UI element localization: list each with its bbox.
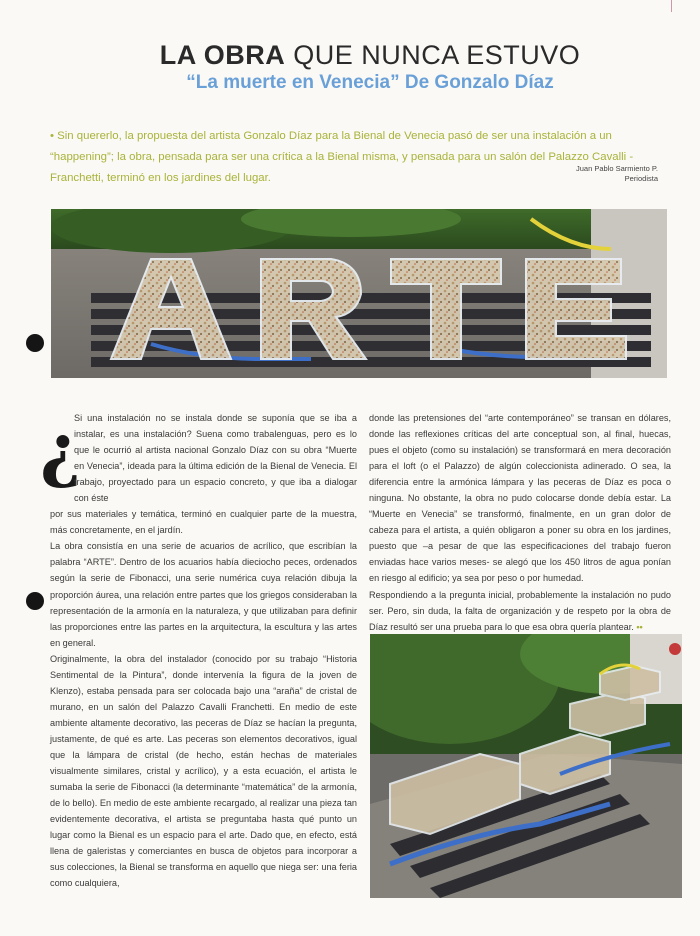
col2-paragraph-1: donde las pretensiones del “arte contemporáneo” se transan en dólares, donde las reflexiones críticas del arte conceptual son, al final, huecas, pues el objeto (como su instalación) se transformará en mera decoración para el loft (o el Palazzo) de algún coleccionista adinerado. O sea, la diferencia entre la armónica lámpara y las peceras de Díaz es poca o ninguna. No obstante, la obra no pudo colocarse donde debía estar. La “Muerte en Venecia” se transformó, finalmente, en un gran dolor de cabeza para el artista, a quién obligaron a poner su obra en los jardines, puesto que –a pesar de que las especificaciones del trabajo fueron enviadas hace varios meses- se alegó que los 450 litros de agua ponían en riesgo al edificio; ya sea por peso o por humedad. — [369, 413, 671, 584]
title-rest: QUE NUNCA ESTUVO — [293, 40, 581, 70]
binder-hole-bottom — [26, 592, 44, 610]
col1-paragraph-1-rest: por sus materiales y temática, terminó en cualquier parte de la muestra, más concretamente, en el jardín. — [50, 509, 357, 536]
col2-paragraph-2-text: Respondiendo a la pregunta inicial, probablemente la instalación no pudo ser. Pero, sin duda, la falta de organización y de respeto por la obra de Díaz resultó ser una prueba para lo que esa obra quería plantear. — [369, 589, 671, 632]
arte-photo-illustration — [51, 209, 667, 378]
binder-hole-top — [26, 334, 44, 352]
byline-role: Periodista — [624, 174, 658, 183]
arte-installation-photo — [51, 209, 667, 378]
article-column-1 — [50, 410, 357, 891]
page-corner-mark — [663, 0, 672, 12]
garden-installation-photo — [370, 634, 682, 898]
col2-paragraph-2 — [369, 587, 671, 635]
col1-paragraph-1: Si una instalación no se instala donde se suponía que se iba a instalar, es una instalación? Suena como trabalenguas, pero es lo que le ocurrió al artista nacional Gonzalo Díaz con su obra “Muerte en Venecia”, ideada para la última edición de la Bienal de Venecia. El trabajo, proyectado para un espacio concreto, y que iba a dialogar con éste — [74, 413, 357, 504]
byline — [576, 164, 658, 184]
byline-author: Juan Pablo Sarmiento P. — [576, 164, 658, 173]
lead-bullet: • — [50, 130, 54, 142]
title-bold: LA OBRA — [159, 40, 286, 70]
garden-photo-illustration — [370, 634, 682, 898]
col1-paragraph-3: Originalmente, la obra del instalador (conocido por su trabajo “Historia Sentimental de la Pintura”, donde intervenía la figura de la joven de Klenzo), estaba pensada para ser colocada bajo una “araña” de cristal de murano, en un salón del Palazzo Cavalli Franchetti. En medio de este ambiente altamente decorativo, las peceras de Díaz se hacían la pregunta, justamente, de qué es arte. Las peceras son elementos decorativos, igual que la lámpara de cristal (de hecho, están hechas de materiales visualmente similares, cristal y acrílico), y a esta ecuación, el artista le sumaba la serie de Fibonacci (la determinante “matemática” de la armonía, de lo bello). En medio de este ambiente recargado, al realizar una pieza tan evidentemente decorativa, el artista se preguntaba hasta qué punto un lugar como la Bienal es un espacio para el arte. Dado que, en efecto, está llena de galeristas y comerciantes en busca de objetos para incorporar a sus colecciones, la Bienal se transforma en aquello que niega ser: una feria como cualquiera, — [50, 653, 357, 889]
col1-paragraph-2: La obra consistía en una serie de acuarios de acrílico, que escribían la palabra “ARTE”. Dentro de los acuarios había dieciocho peces, ordenados según la serie de Fibonacci, una serie numérica cuya relación dibuja la proporción áurea, una relación entre partes que los griegos consideraban la representación de la armonía en la naturaleza, y que utilizaban para definir las proporciones entre las partes en la arquitectura, la escultura y las artes en general. — [50, 541, 357, 648]
lead-paragraph — [50, 126, 660, 189]
drop-cap: ¿ — [40, 408, 82, 491]
lead-text: Sin quererlo, la propuesta del artista Gonzalo Díaz para la Bienal de Venecia pasó de ser una instalación a un “happening”; la obra, pensada para ser una crítica a la Bienal misma, y pensada para un salón del Palazzo Cavalli - Franchetti, terminó en los jardines del lugar. — [50, 130, 634, 184]
article-subtitle: “La muerte en Venecia” De Gonzalo Díaz — [186, 72, 554, 93]
article-title — [0, 40, 700, 71]
article-column-2 — [369, 410, 671, 635]
end-mark: •• — [636, 621, 643, 632]
